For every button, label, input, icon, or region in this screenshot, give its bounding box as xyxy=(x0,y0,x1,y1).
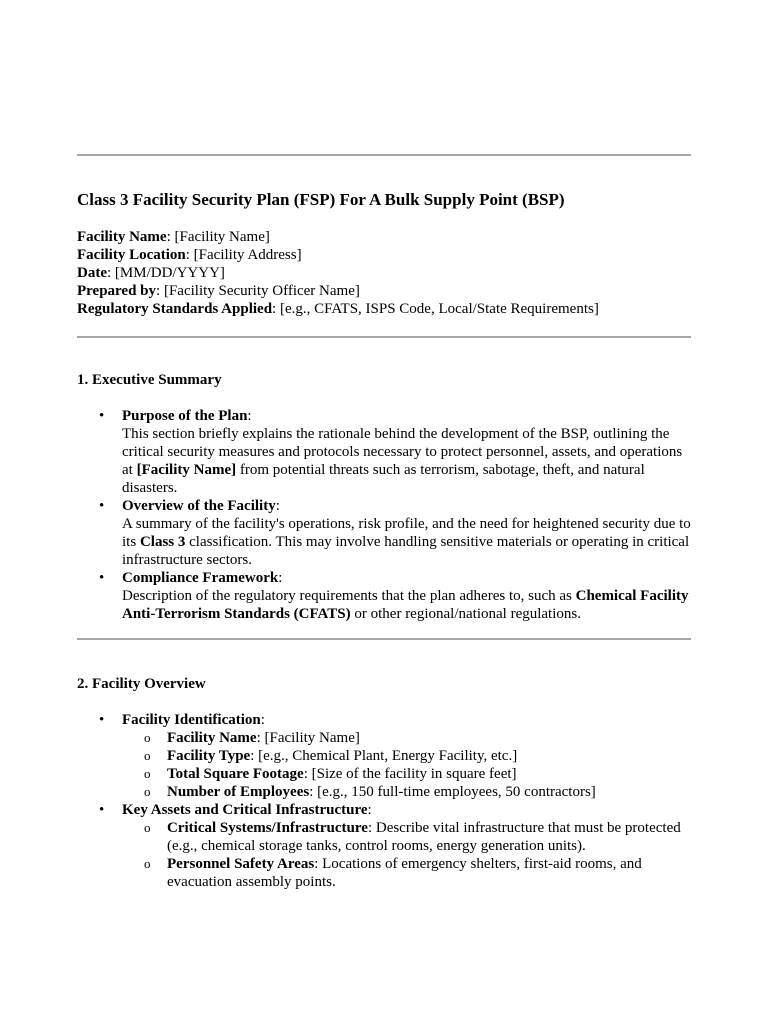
bullet-icon: • xyxy=(99,570,105,586)
list-item: • Compliance Framework: Description of the regulatory requirements that the plan adheres to, such as Chemical Facility Anti-Terrorism Standards (CFATS) or other regional/national regulations. xyxy=(77,569,691,623)
facility-overview-list xyxy=(77,711,691,891)
bullet-icon: • xyxy=(99,408,105,424)
meta-regulatory-standards: Regulatory Standards Applied: [e.g., CFATS, ISPS Code, Local/State Requirements] xyxy=(77,301,599,317)
list-item-body: A summary of the facility's operations, risk profile, and the need for heightened security due to its Class 3 classification. This may involve handling sensitive materials or operating in critical infrastructure sectors. xyxy=(122,516,691,568)
circle-bullet-icon: o xyxy=(144,730,151,745)
bullet-icon: • xyxy=(99,712,105,728)
list-item: • Purpose of the Plan: This section briefly explains the rationale behind the development of the BSP, outlining the critical security measures and protocols necessary to protect personnel, assets, and operations at [Facility Name] from potential threats such as terrorism, sabotage, theft, and natural disasters. xyxy=(77,407,691,497)
list-item-title: Compliance Framework xyxy=(122,570,279,586)
list-item-title: Overview of the Facility xyxy=(122,498,276,514)
divider xyxy=(77,336,691,338)
list-item: • Key Assets and Critical Infrastructure: o Critical Systems/Infrastructure: Describe vital infrastructure that must be protected (e.g., chemical storage tanks, control rooms, energy generation units). o Personnel Safety Areas: Locations of emergency shelters, first-aid rooms, and evacuation assembly points. xyxy=(77,801,691,891)
document-title: Class 3 Facility Security Plan (FSP) For A Bulk Supply Point (BSP) xyxy=(77,190,565,209)
section-heading-executive-summary: 1. Executive Summary xyxy=(77,372,222,388)
meta-facility-location: Facility Location: [Facility Address] xyxy=(77,247,302,263)
sub-list-item: o Total Square Footage: [Size of the facility in square feet] xyxy=(144,766,517,782)
sub-list xyxy=(122,729,691,801)
executive-summary-list xyxy=(77,407,691,623)
sub-list-item: o Facility Type: [e.g., Chemical Plant, Energy Facility, etc.] xyxy=(144,748,518,764)
list-item-title: Key Assets and Critical Infrastructure xyxy=(122,802,368,818)
circle-bullet-icon: o xyxy=(144,748,151,763)
list-item: • Facility Identification: o Facility Name: [Facility Name] o Facility Type: [e.g., Chemical Plant, Energy Facility, etc.] o Total Square Footage: [Size of the facility in square feet] o Number of Employees: [e.g., 150 full-time employees, 50 contractors] xyxy=(77,711,691,801)
sub-list-item: o Personnel Safety Areas: Locations of emergency shelters, first-aid rooms, and evacuation assembly points. xyxy=(144,856,642,890)
circle-bullet-icon: o xyxy=(144,856,151,871)
meta-date: Date: [MM/DD/YYYY] xyxy=(77,265,225,281)
document-metadata xyxy=(77,228,691,318)
divider xyxy=(77,154,691,156)
sub-list-item: o Facility Name: [Facility Name] xyxy=(144,730,360,746)
list-item: • Overview of the Facility: A summary of the facility's operations, risk profile, and the need for heightened security due to its Class 3 classification. This may involve handling sensitive materials or operating in critical infrastructure sectors. xyxy=(99,498,691,568)
meta-prepared-by: Prepared by: [Facility Security Officer Name] xyxy=(77,283,360,299)
circle-bullet-icon: o xyxy=(144,820,151,835)
sub-list-item: o Number of Employees: [e.g., 150 full-time employees, 50 contractors] xyxy=(144,784,596,800)
bullet-icon: • xyxy=(99,498,105,514)
meta-facility-name: Facility Name: [Facility Name] xyxy=(77,229,270,245)
list-item-body: Description of the regulatory requirements that the plan adheres to, such as Chemical Facility Anti-Terrorism Standards (CFATS) or other regional/national regulations. xyxy=(122,588,689,622)
circle-bullet-icon: o xyxy=(144,784,151,799)
sub-list-item: o Critical Systems/Infrastructure: Describe vital infrastructure that must be protected (e.g., chemical storage tanks, control rooms, energy generation units). xyxy=(144,820,681,854)
list-item-title: Purpose of the Plan xyxy=(122,408,248,424)
circle-bullet-icon: o xyxy=(144,766,151,781)
list-item-body: This section briefly explains the rationale behind the development of the BSP, outlining the critical security measures and protocols necessary to protect personnel, assets, and operations at [Facility Name] from potential threats such as terrorism, sabotage, theft, and natural disasters. xyxy=(122,426,683,496)
list-item-title: Facility Identification xyxy=(122,712,261,728)
bullet-icon: • xyxy=(99,802,105,818)
divider xyxy=(77,638,691,640)
section-heading-facility-overview: 2. Facility Overview xyxy=(77,676,206,692)
sub-list xyxy=(122,819,691,891)
